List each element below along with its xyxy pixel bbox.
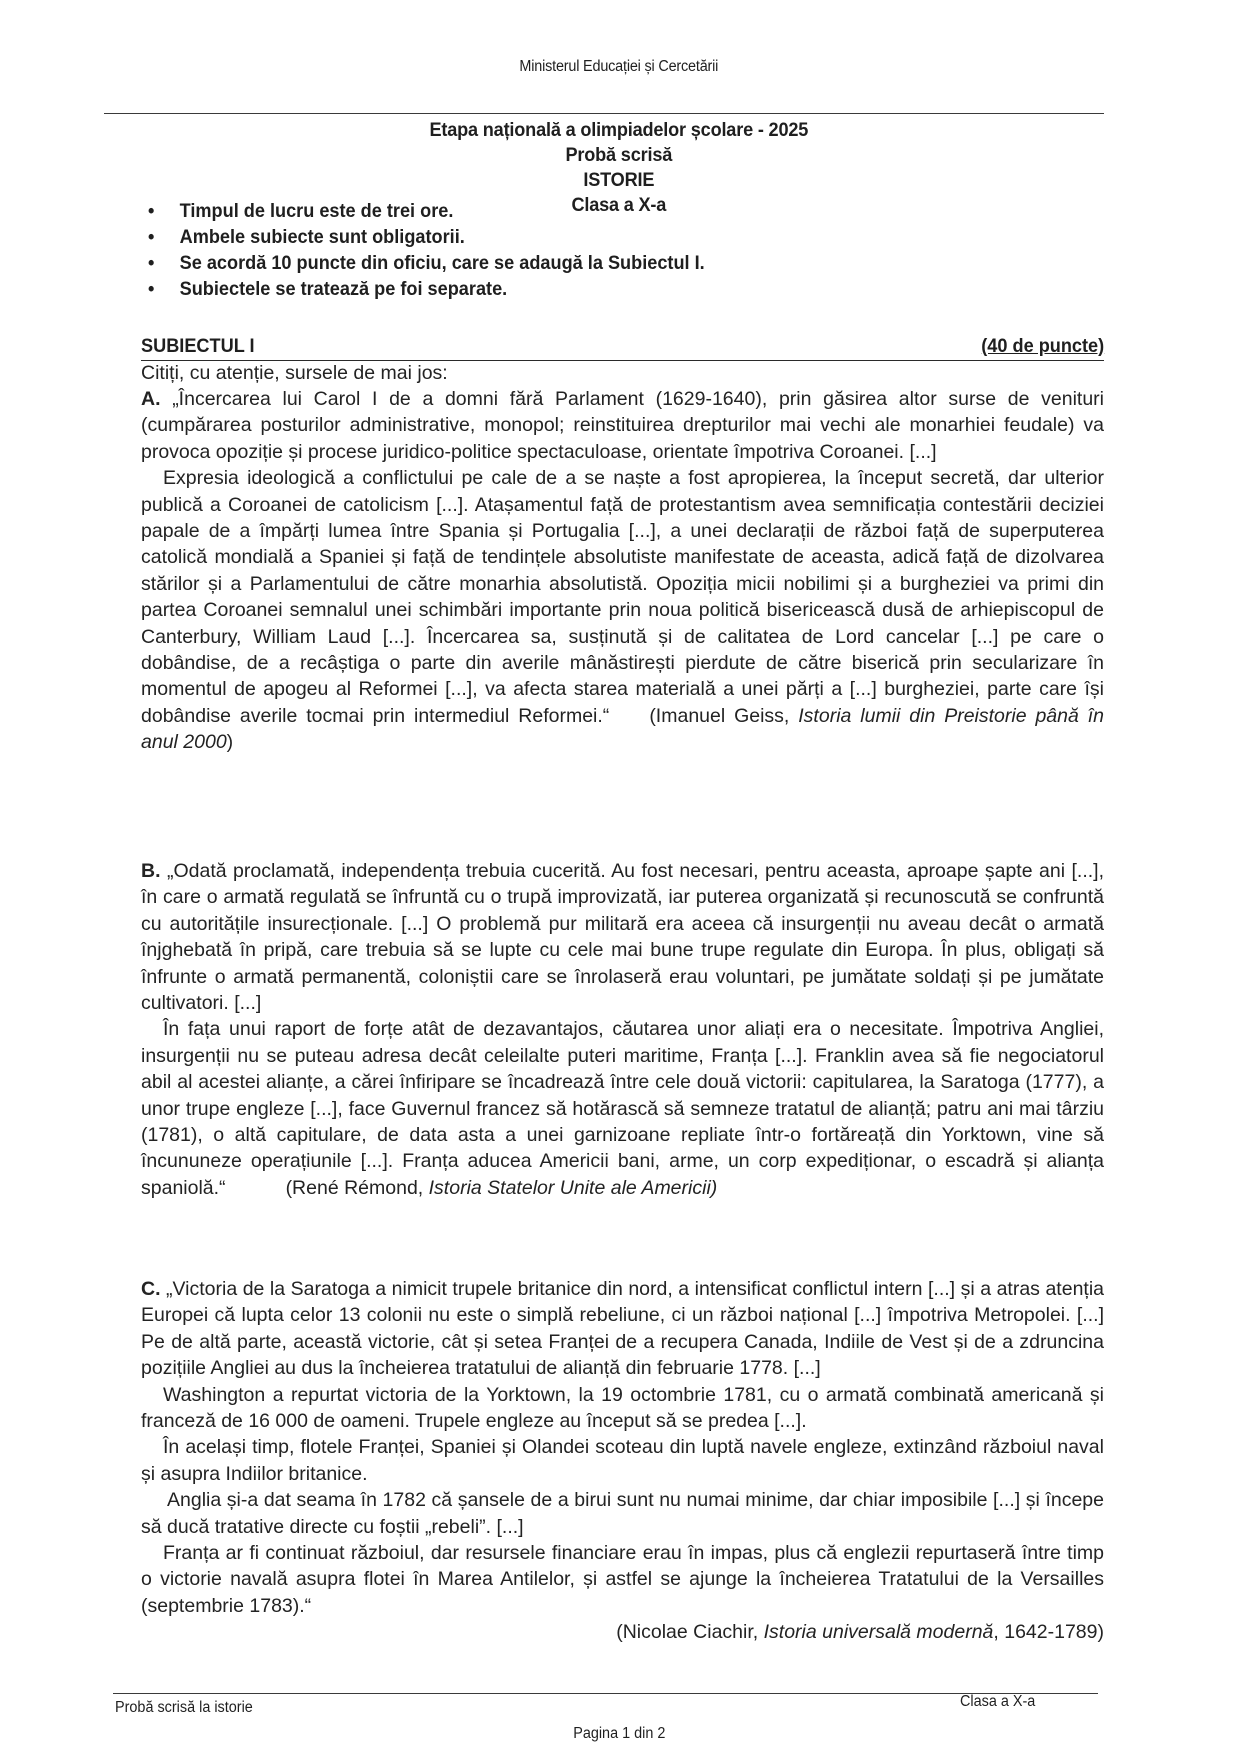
bullet-icon: •: [148, 252, 155, 274]
footer-grade: Clasa a X-a: [960, 1693, 1036, 1710]
source-c-paragraph-3: În același timp, flotele Franței, Spaniei și Olandei scoteau din luptă navele engleze, extinzând războiul naval și asupra Indiilor britanice.: [141, 1436, 1104, 1485]
exam-grade: Clasa a X-a: [571, 194, 667, 216]
source-label: B.: [141, 860, 161, 882]
source-b-citation: (René Rémond, Istoria Statelor Unite ale Americii): [285, 1176, 718, 1199]
footer-exam-label: Probă scrisă la istorie: [115, 1699, 253, 1716]
page-number: Pagina 1 din 2: [573, 1725, 666, 1742]
subject-title: SUBIECTUL I: [141, 335, 255, 357]
ministry-header: Ministerul Educației și Cercetării: [519, 58, 719, 75]
footer-divider: [113, 1693, 1098, 1694]
exam-title: Etapa națională a olimpiadelor școlare - 2025: [429, 119, 809, 141]
source-b-paragraph-2: În fața unui raport de forțe atât de dezavantajos, căutarea unor aliați era o necesitate. Împotriva Angliei, insurgenții nu se puteau adresa decât celeilalte puteri maritime, Franța [...]. Franklin avea să fie negociatorul abil al acestei alianțe, a cărei înfiripare se încadrează între cele două victorii: capitularea, la Saratoga (1777), a unor trupe engleze [...], face Guvernul francez să hotărască să semneze tratatul de alianță; patru ani mai târziu (1781), o altă capitulare, de data asta a unei garnizoane repliate într-o fortăreață din Yorktown, vine să încununeze operațiunile [...]. Franța aducea Americii bani, arme, un corp expediționar, o escadră și alianța spaniolă.“ (René Rémond, Istoria Statelor Unite ale Americii): [141, 1018, 1104, 1199]
source-c-paragraph-4: Anglia și-a dat seama în 1782 că șansele de a birui sunt nu numai minime, dar chiar imposibile [...] și începe să ducă tratative directe cu foștii „rebeli”. [...]: [141, 1489, 1104, 1538]
instruction-item: • Ambele subiecte sunt obligatorii.: [148, 226, 465, 248]
bullet-icon: •: [148, 226, 155, 248]
source-label: C.: [141, 1278, 161, 1300]
source-c-paragraph-2: Washington a repurtat victoria de la Yorktown, la 19 octombrie 1781, cu o armată combinată americană și franceză de 16 000 de oameni. Trupele engleze au început să se predea [...].: [141, 1383, 1104, 1433]
source-a-paragraph-1: A. „Încercarea lui Carol I de a domni fără Parlament (1629-1640), prin găsirea altor surse de venituri (cumpărarea posturilor administrative, monopol; reinstituirea drepturilor mai vechi ale monarhiei feudale) va provoca opoziție și procese juridico-politice spectaculoase, orientate împotriva Coroanei. [...]: [141, 388, 1104, 463]
source-a-citation: (Imanuel Geiss, Istoria lumii din Preistorie până în anul 2000): [141, 704, 1105, 754]
subject-intro: Citiți, cu atenție, sursele de mai jos:: [141, 362, 448, 384]
instruction-item: • Se acordă 10 puncte din oficiu, care se adaugă la Subiectul I.: [148, 252, 705, 274]
source-c-paragraph-5: Franța ar fi continuat războiul, dar resursele financiare erau în impas, plus că englezii repurtaseră între timp o victorie navală asupra flotei în Marea Antilelor, și astfel se ajunge la încheierea Tratatului de la Versailles (septembrie 1783).“: [141, 1542, 1104, 1617]
instructions-list: [148, 198, 747, 302]
bullet-icon: •: [148, 278, 155, 300]
header-divider: [104, 113, 1104, 114]
instruction-item: • Subiectele se tratează pe foi separate.: [148, 278, 508, 300]
subject-heading: [141, 334, 1104, 361]
instruction-item: • Timpul de lucru este de trei ore.: [148, 200, 454, 222]
exam-subject: ISTORIE: [583, 169, 655, 191]
exam-type: Probă scrisă: [565, 144, 673, 166]
source-b-paragraph-1: B. „Odată proclamată, independența trebuia cucerită. Au fost necesari, pentru aceasta, aproape șapte ani [...], în care o armată regulată se înfruntă cu o trupă improvizată, iar puterea organizată și recunoscută se confruntă cu autoritățile insurecționale. [...] O problemă pur militară era aceea că insurgenții nu aveau decât o armată înjghebată în pripă, care trebuia să se lupte cu cele mai bune trupe regulate din Europa. În plus, obligați să înfrunte o armată permanentă, coloniștii care se înrolaseră erau voluntari, pe jumătate soldați și pe jumătate cultivatori. [...]: [141, 860, 1105, 1015]
subject-points: (40 de puncte): [981, 335, 1104, 357]
source-c-paragraph-1: C. „Victoria de la Saratoga a nimicit trupele britanice din nord, a intensificat conflictul intern [...] și a atras atenția Europei că lupta celor 13 colonii nu este o simplă rebeliune, ci un război național [...] împotriva Metropolei. [...] Pe de altă parte, această victorie, cât și setea Franței de a recupera Canada, Indiile de Vest și de a zdruncina pozițiile Angliei au dus la încheierea tratatului de alianță din februarie 1778. [...]: [141, 1278, 1105, 1380]
bullet-icon: •: [148, 200, 155, 222]
source-label: A.: [141, 388, 161, 410]
source-a: [141, 386, 1104, 756]
source-a-paragraph-2: Expresia ideologică a conflictului pe cale de a se naște a fost apropierea, la început secretă, dar ulterior publică a Coroanei de catolicism [...]. Atașamentul față de protestantism avea semnificația contestării deciziei papale de a împărți lumea între Spania și Portugalia [...], a unei declarații de război față de superputerea catolică mondială a Spaniei și față de tendințele absolutiste manifestate de aceasta, adică față de dizolvarea stărilor și a Parlamentului de către monarhia absolutistă. Opoziția micii nobilimi și a burgheziei va primi din partea Coroanei semnalul unei schimbări importante prin noua politică bisericească dusă de arhiepiscopul de Canterbury, William Laud [...]. Încercarea sa, susținută și de calitatea de Lord cancelar [...] pe care o dobândise, de a recâștiga o parte din averile mânăstirești pierdute de către biserică prin secularizare în momentul de apogeu al Reformei [...], va afecta starea materială a unei părți a [...] burgheziei, parte care își dobândise averile tocmai prin intermediul Reformei.“ (Imanuel Geiss, Istoria lumii din Preistorie până în anul 2000): [141, 467, 1105, 754]
source-c: [141, 1276, 1104, 1646]
source-c-citation: (Nicolae Ciachir, Istoria universală modernă, 1642-1789): [616, 1621, 1104, 1644]
source-b: [141, 858, 1104, 1201]
